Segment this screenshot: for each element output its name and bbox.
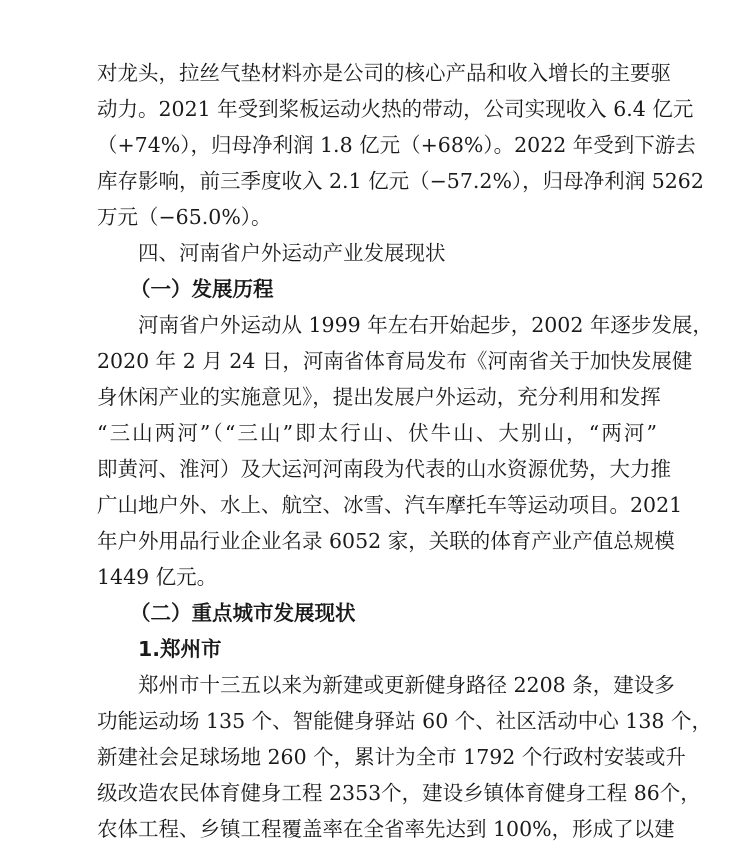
paragraph-line: （+74%），归母净利润 1.8 亿元（+68%）。2022 年受到下游去: [97, 133, 696, 157]
paragraph-line: 郑州市十三五以来为新建或更新健身路径 2208 条，建设多: [138, 673, 675, 697]
city-heading: 1.郑州市: [138, 637, 222, 661]
paragraph-line: 动力。2021 年受到桨板运动火热的带动，公司实现收入 6.4 亿元: [97, 97, 694, 121]
paragraph-line: 河南省户外运动从 1999 年左右开始起步，2002 年逐步发展，: [138, 313, 713, 337]
paragraph-line: 身休闲产业的实施意见》，提出发展户外运动，充分利用和发挥: [97, 385, 661, 409]
paragraph-line: 即黄河、淮河）及大运河河南段为代表的山水资源优势，大力推: [97, 457, 671, 481]
paragraph-line: 2020 年 2 月 24 日，河南省体育局发布《河南省关于加快发展健: [97, 349, 693, 373]
paragraph-line: 库存影响，前三季度收入 2.1 亿元（−57.2%），归母净利润 5262: [97, 169, 704, 193]
paragraph-line: 1449 亿元。: [97, 565, 218, 589]
paragraph-line: 广山地户外、水上、航空、冰雪、汽车摩托车等运动项目。2021: [97, 493, 683, 517]
paragraph-line: 级改造农民体育健身工程 2353个，建设乡镇体育健身工程 86个，: [97, 781, 701, 805]
paragraph-line: 农体工程、乡镇工程覆盖率在全省率先达到 100%，形成了以建: [97, 817, 675, 841]
subsection-heading: （一）发展历程: [130, 277, 274, 301]
paragraph-line: 新建社会足球场地 260 个，累计为全市 1792 个行政村安装或升: [97, 745, 686, 769]
paragraph-line: 万元（−65.0%）。: [97, 205, 272, 229]
paragraph-line: 年户外用品行业企业名录 6052 家，关联的体育产业产值总规模: [97, 529, 675, 553]
paragraph-line: 功能运动场 135 个、智能健身驿站 60 个、社区活动中心 138 个，: [97, 709, 712, 733]
subsection-heading: （二）重点城市发展现状: [130, 601, 356, 625]
paragraph-line: “三山两河”（“三山”即太行山、伏牛山、大别山，“两河”: [97, 421, 657, 445]
paragraph-line: 对龙头，拉丝气垫材料亦是公司的核心产品和收入增长的主要驱: [97, 61, 671, 85]
section-heading: 四、河南省户外运动产业发展现状: [138, 241, 446, 265]
